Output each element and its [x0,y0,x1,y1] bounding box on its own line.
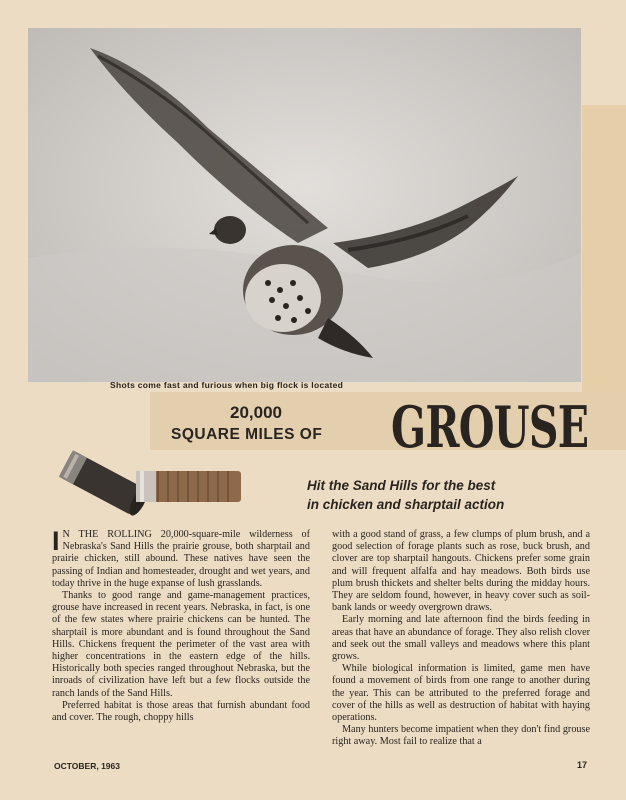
paragraph-1-text: N THE ROLLING 20,000-square-mile wilderness of Nebraska's Sand Hills the prairie grouse, both sharptail and prairie chicken, still abound. These natives have seen the passing of Indian and homesteader, drought and wet years, and today thrive in the huge expanse of lush grasslands. [52,529,310,589]
title-grouse: GROUSE [391,394,589,461]
paragraph-1 [52,526,310,590]
paragraph-4: with a good stand of grass, a few clumps of plum brush, and a good selection of forage plants such as rose, buck brush, and clover are top sharptail hangouts. Chickens prefer some grain and will frequent alfalfa and hay meadows. Both birds use plum brush thickets and shelter belts during the midday hours. They are seldom found, however, in heavy cover such as soil-bank lands or weedy overgrown draws. [332,529,590,614]
paragraph-2: Thanks to good range and game-management practices, grouse have increased in recent years. Nebraska, in fact, is one of the few states where prairie chickens can be hunted. The sharptail is more abundant and is found throughout the Sand Hills. Chickens frequent the perimeter of the vast area with higher concentrations in the eastern edge of the hills. Historically both species ranged throughout Nebraska, but the inroads of civilization have left but a few flocks outside the ranch lands of the Sand Hills. [52,590,310,699]
title-line-2: SQUARE MILES OF [171,426,323,443]
footer-date: OCTOBER, 1963 [54,761,120,771]
grouse-photo [28,28,581,382]
photo-caption: Shots come fast and furious when big flock is located [110,380,344,390]
paragraph-6: While biological information is limited, game men have found a movement of birds from one range to another during the year. This can be attributed to the preferred forage and cover of the hills as well as destruction of habitat with haying operations. [332,663,590,724]
article-column-right [332,529,590,749]
paragraph-3: Preferred habitat is those areas that furnish abundant food and cover. The rough, choppy hills [52,699,310,724]
paragraph-7: Many hunters become impatient when they don't find grouse right away. Most fail to realize that a [332,724,590,748]
drop-cap: I [52,526,60,556]
article-column-left [52,526,310,724]
grouse-in-flight-photo-icon [28,28,581,382]
page-number: 17 [577,760,588,770]
subtitle-line-2: in chicken and sharptail action [307,497,505,512]
title-line-1: 20,000 [230,403,282,422]
shotgun-shells-icon [54,440,249,530]
subtitle-line-1: Hit the Sand Hills for the best [307,478,496,493]
paragraph-5: Early morning and late afternoon find the birds feeding in areas that have an abundance of forage. They also relish clover and seek out the small valleys and meadows where this plant grows. [332,614,590,663]
article-subtitle [307,476,504,514]
